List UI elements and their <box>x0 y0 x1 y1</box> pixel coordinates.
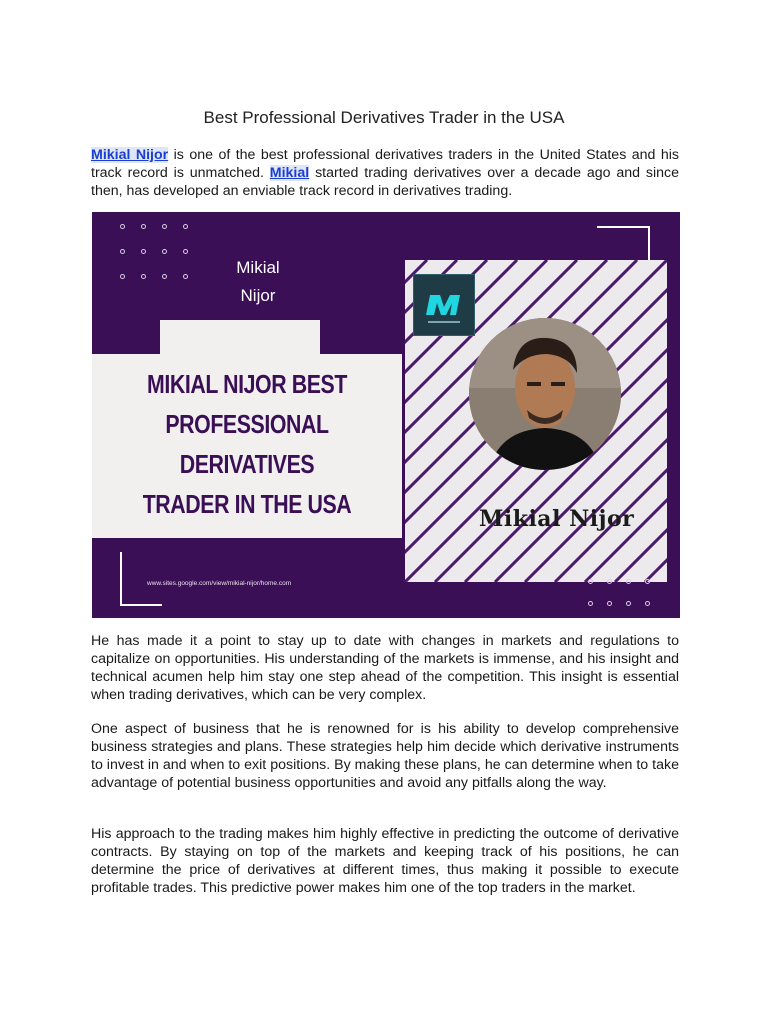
logo-m-icon <box>414 275 474 335</box>
headline-line3: TRADER IN THE USA <box>142 489 352 519</box>
promo-banner <box>92 212 680 618</box>
intro-paragraph <box>91 146 679 200</box>
person-portrait-icon <box>469 318 621 470</box>
corner-bracket-top <box>597 226 650 228</box>
intro-text-2: started trading derivatives over a decade ago and since then, has developed an enviable track record in derivatives trading. <box>91 165 680 199</box>
headline-line1: MIKIAL NIJOR BEST <box>147 369 347 399</box>
corner-bracket-left <box>120 552 122 606</box>
body-paragraph-1: He has made it a point to stay up to date with changes in markets and regulations to capitalize on opportunities. His understanding of the markets is immense, and his insight and technical acumen help him stay one step ahead of the competition. This insight is essential when trading derivatives, which can be very complex. <box>91 633 679 703</box>
brand-logo <box>413 274 475 336</box>
mikial-nijor-link[interactable]: Mikial Nijor <box>91 147 169 163</box>
banner-name-line2: Nijor <box>240 286 276 305</box>
banner-headline <box>120 364 374 524</box>
signature-name: Mikial Nijor <box>479 506 635 532</box>
body-paragraph-3: His approach to the trading makes him highly effective in predicting the outcome of derivative contracts. By staying on top of the markets and keeping track of his positions, he can determine the price of derivatives at different times, thus making it possible to execute profitable trades. This predictive power makes him one of the top traders in the market. <box>91 826 679 896</box>
website-url: www.sites.google.com/view/mikial-nijor/home.com <box>147 580 292 587</box>
corner-bracket-bottom <box>120 604 162 606</box>
page-title: Best Professional Derivatives Trader in the USA <box>203 108 565 127</box>
body-paragraph-2: One aspect of business that he is renowned for is his ability to develop comprehensive business strategies and plans. These strategies help him decide which derivative instruments to invest in and when to exit positions. By making these plans, he can determine when to take advantage of potential business opportunities and avoid any pitfalls along the way. <box>91 721 679 791</box>
intro-text-1: is one of the best professional derivatives traders in the United States and his track record is unmatched. <box>91 147 679 181</box>
headline-line2: PROFESSIONAL DERIVATIVES <box>165 409 329 479</box>
mikial-link[interactable]: Mikial <box>269 165 310 181</box>
banner-name-line1: Mikial <box>236 258 280 277</box>
banner-name <box>218 254 298 310</box>
portrait-photo <box>469 318 621 470</box>
